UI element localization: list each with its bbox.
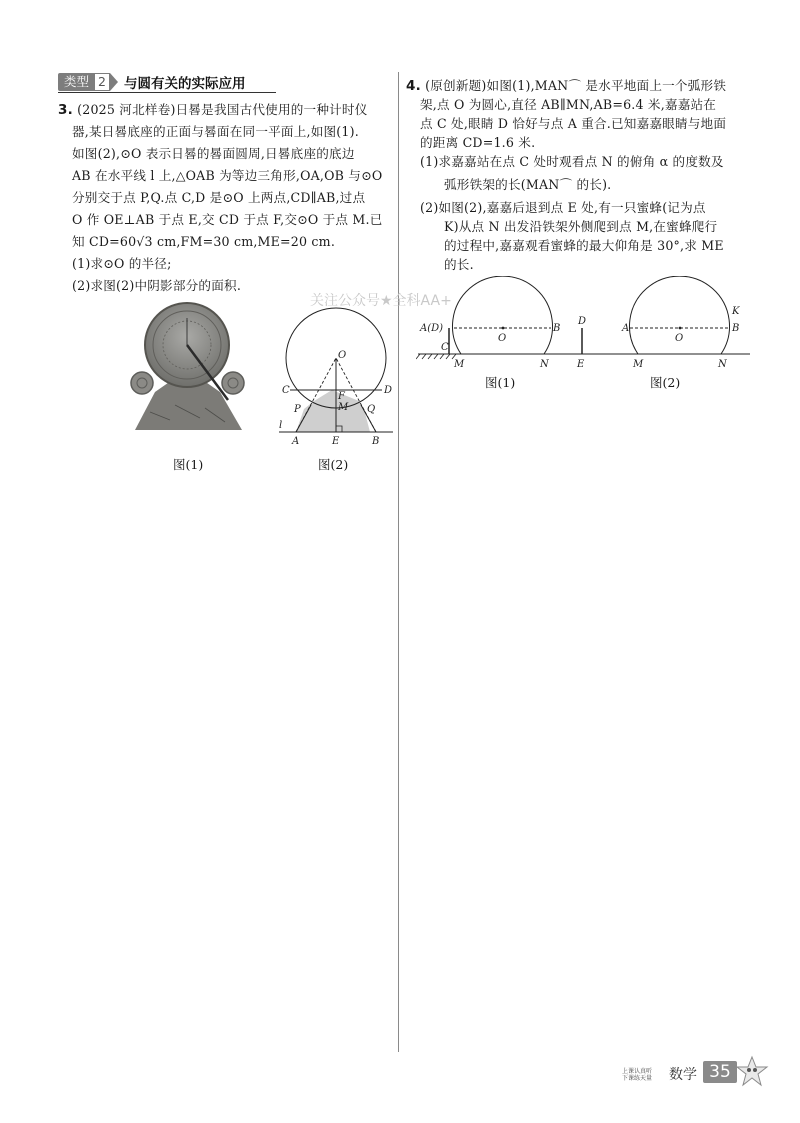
label-N: N	[718, 359, 727, 370]
q4-subq-1-cont: 弧形铁架的长(MAN⌒ 的长).	[444, 177, 612, 192]
label-C: C	[282, 385, 290, 396]
q3-line-5: 分别交于点 P,Q.点 C,D 是⊙O 上两点,CD∥AB,过点	[72, 190, 366, 205]
label-B: B	[553, 323, 561, 334]
q3-subq-1: (1)求⊙O 的半径;	[72, 256, 172, 271]
q4-subq-2-cont-1: K)从点 N 出发沿铁架外侧爬到点 M,在蜜蜂爬行	[444, 219, 718, 234]
q4-line-4: 的距离 CD=1.6 米.	[420, 135, 536, 150]
label-A: A	[292, 436, 300, 447]
q3-number: 3.	[58, 102, 73, 118]
q4-subq-1: (1)求嘉嘉站在点 C 处时观看点 N 的俯角 α 的度数及	[420, 154, 724, 169]
q4-text-1: (原创新题)如图(1),MAN⌒ 是水平地面上一个弧形铁	[425, 78, 727, 93]
footer-slogan	[622, 1068, 652, 1082]
q3-line-1	[58, 101, 368, 119]
label-O: O	[498, 333, 507, 344]
page-number: 35	[703, 1061, 737, 1083]
column-divider	[398, 72, 399, 1052]
q4-subq-2-cont-2: 的过程中,嘉嘉观看蜜蜂的最大仰角是 30°,求 ME	[444, 238, 724, 253]
label-D: D	[578, 316, 587, 327]
label-B: B	[732, 323, 740, 334]
sundial-photo	[130, 300, 245, 432]
q4-line-2: 架,点 O 为圆心,直径 AB∥MN,AB=6.4 米,嘉嘉站在	[420, 97, 717, 112]
label-M: M	[633, 359, 644, 370]
q4-figure-2	[572, 276, 752, 371]
label-l: l	[279, 420, 283, 431]
badge-arrow-icon	[110, 73, 118, 91]
label-O: O	[675, 333, 684, 344]
q4-subq-2: (2)如图(2),嘉嘉后退到点 E 处,有一只蜜蜂(记为点	[420, 200, 706, 215]
label-K: K	[732, 306, 740, 317]
label-E: E	[577, 359, 585, 370]
q3-subq-2: (2)求图(2)中阴影部分的面积.	[72, 278, 242, 293]
label-O: O	[338, 350, 347, 361]
q3-fig1-caption: 图(1)	[173, 457, 204, 472]
section-title: 与圆有关的实际应用	[123, 76, 246, 92]
section-type-number: 2	[94, 73, 110, 91]
label-B: B	[372, 436, 380, 447]
label-Q: Q	[367, 404, 376, 415]
q4-subq-2-cont-3: 的长.	[444, 257, 474, 272]
footer-subject: 数学	[669, 1067, 697, 1083]
q3-fig2-caption: 图(2)	[318, 457, 349, 472]
section-underline	[58, 92, 276, 93]
footer-slogan-line2: 下课练天量	[622, 1075, 653, 1082]
watermark-text: 关注公众号★全科AA+	[310, 293, 452, 309]
q3-line-7: 知 CD=60√3 cm,FM=30 cm,ME=20 cm.	[72, 234, 336, 249]
star-mascot-icon	[734, 1055, 770, 1089]
q4-number: 4.	[406, 78, 421, 94]
section-type-label: 类型	[58, 73, 94, 91]
footer-slogan-line1: 上课认真听	[622, 1068, 653, 1075]
label-M: M	[454, 359, 465, 370]
q3-geometry-figure	[276, 306, 396, 448]
label-E: E	[332, 436, 340, 447]
q4-line-3: 点 C 处,眼睛 D 恰好与点 A 重合.已知嘉嘉眼睛与地面	[420, 116, 727, 131]
label-A: A	[622, 323, 630, 334]
q4-line-1	[406, 77, 726, 95]
label-P: P	[294, 404, 301, 415]
label-N: N	[540, 359, 549, 370]
label-D: D	[384, 385, 393, 396]
q3-line-3: 如图(2),⊙O 表示日晷的晷面圆周,日晷底座的底边	[72, 146, 355, 161]
label-AD: A(D)	[420, 323, 444, 334]
q3-line-2: 器,某日晷底座的正面与晷面在同一平面上,如图(1).	[72, 124, 359, 139]
q3-line-4: AB 在水平线 l 上,△OAB 为等边三角形,OA,OB 与⊙O	[72, 168, 383, 183]
section-badge	[58, 73, 245, 91]
label-C: C	[441, 342, 449, 353]
label-M: M	[338, 402, 349, 413]
q4-fig2-caption: 图(2)	[650, 375, 681, 390]
label-F: F	[338, 391, 345, 402]
q3-line-6: O 作 OE⊥AB 于点 E,交 CD 于点 F,交⊙O 于点 M.已	[72, 212, 383, 227]
q3-text-1: (2025 河北样卷)日晷是我国古代使用的一种计时仪	[77, 102, 368, 117]
q4-fig1-caption: 图(1)	[485, 375, 516, 390]
